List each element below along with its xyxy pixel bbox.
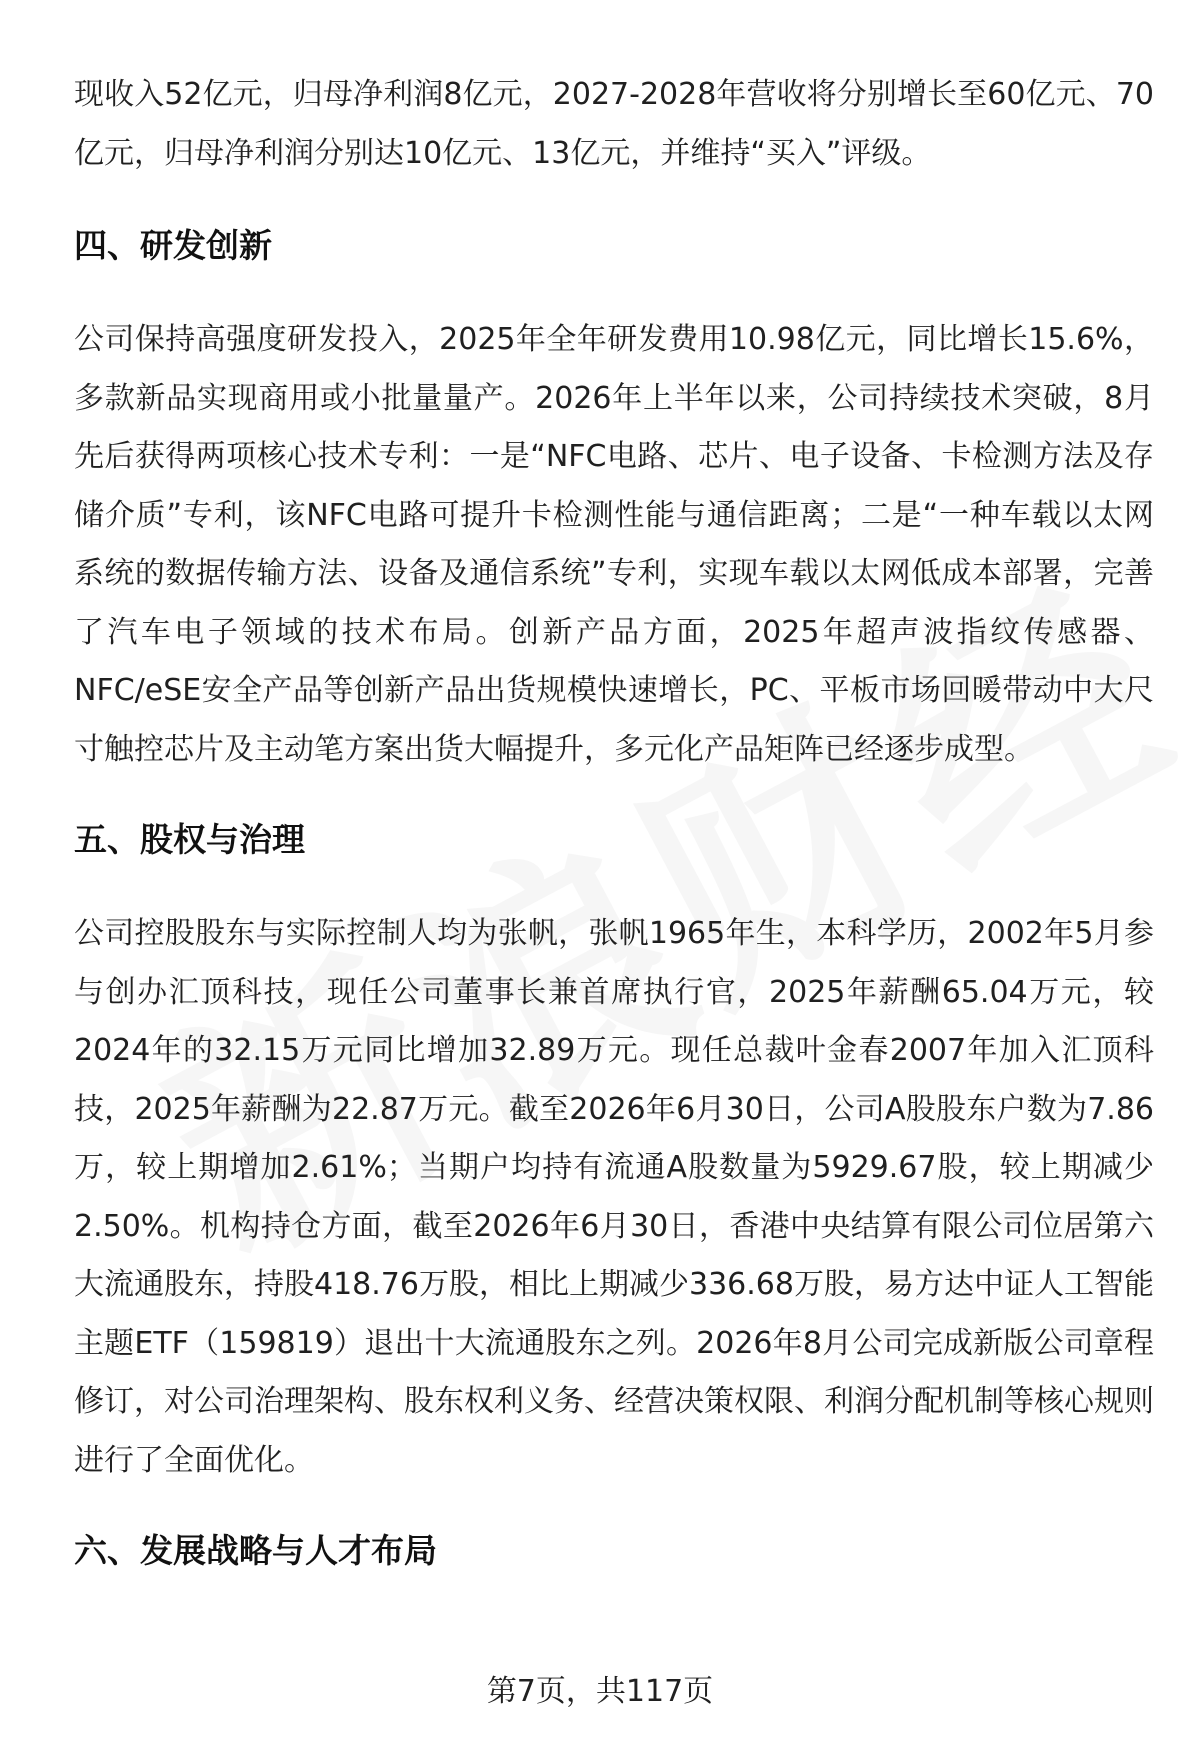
- section-paragraph-rnd: 公司保持高强度研发投入，2025年全年研发费用10.98亿元，同比增长15.6%，多款新品实现商用或小批量量产。2026年上半年以来，公司持续技术突破，8月先后获得两项核心技术专利：一是“NFC电路、芯片、电子设备、卡检测方法及存储介质”专利，该NFC电路可提升卡检测性能与通信距离；二是“一种车载以太网系统的数据传输方法、设备及通信系统”专利，实现车载以太网低成本部署，完善了汽车电子领域的技术布局。创新产品方面，2025年超声波指纹传感器、NFC/eSE安全产品等创新产品出货规模快速增长，PC、平板市场回暖带动中大尺寸触控芯片及主动笔方案出货大幅提升，多元化产品矩阵已经逐步成型。: [74, 322, 1154, 767]
- document-body: [74, 66, 1154, 1574]
- intro-paragraph: 现收入52亿元，归母净利润8亿元，2027-2028年营收将分别增长至60亿元、70亿元，归母净利润分别达10亿元、13亿元，并维持“买入”评级。: [74, 77, 1154, 171]
- page-number: 第7页，共117页: [486, 1674, 714, 1709]
- section-heading-rnd: 四、研发创新: [74, 226, 272, 265]
- section-heading-governance: 五、股权与治理: [74, 820, 305, 859]
- section-paragraph-governance: 公司控股股东与实际控制人均为张帆，张帆1965年生，本科学历，2002年5月参与创办汇顶科技，现任公司董事长兼首席执行官，2025年薪酬65.04万元，较2024年的32.15万元同比增加32.89万元。现任总裁叶金春2007年加入汇顶科技，2025年薪酬为22.87万元。截至2026年6月30日，公司A股股东户数为7.86万，较上期增加2.61%；当期户均持有流通A股数量为5929.67股，较上期减少2.50%。机构持仓方面，截至2026年6月30日，香港中央结算有限公司位居第六大流通股东，持股418.76万股，相比上期减少336.68万股，易方达中证人工智能主题ETF（159819）退出十大流通股东之列。2026年8月公司完成新版公司章程修订，对公司治理架构、股东权利义务、经营决策权限、利润分配机制等核心规则进行了全面优化。: [74, 916, 1154, 1478]
- section-heading-strategy: 六、发展战略与人才布局: [74, 1531, 437, 1570]
